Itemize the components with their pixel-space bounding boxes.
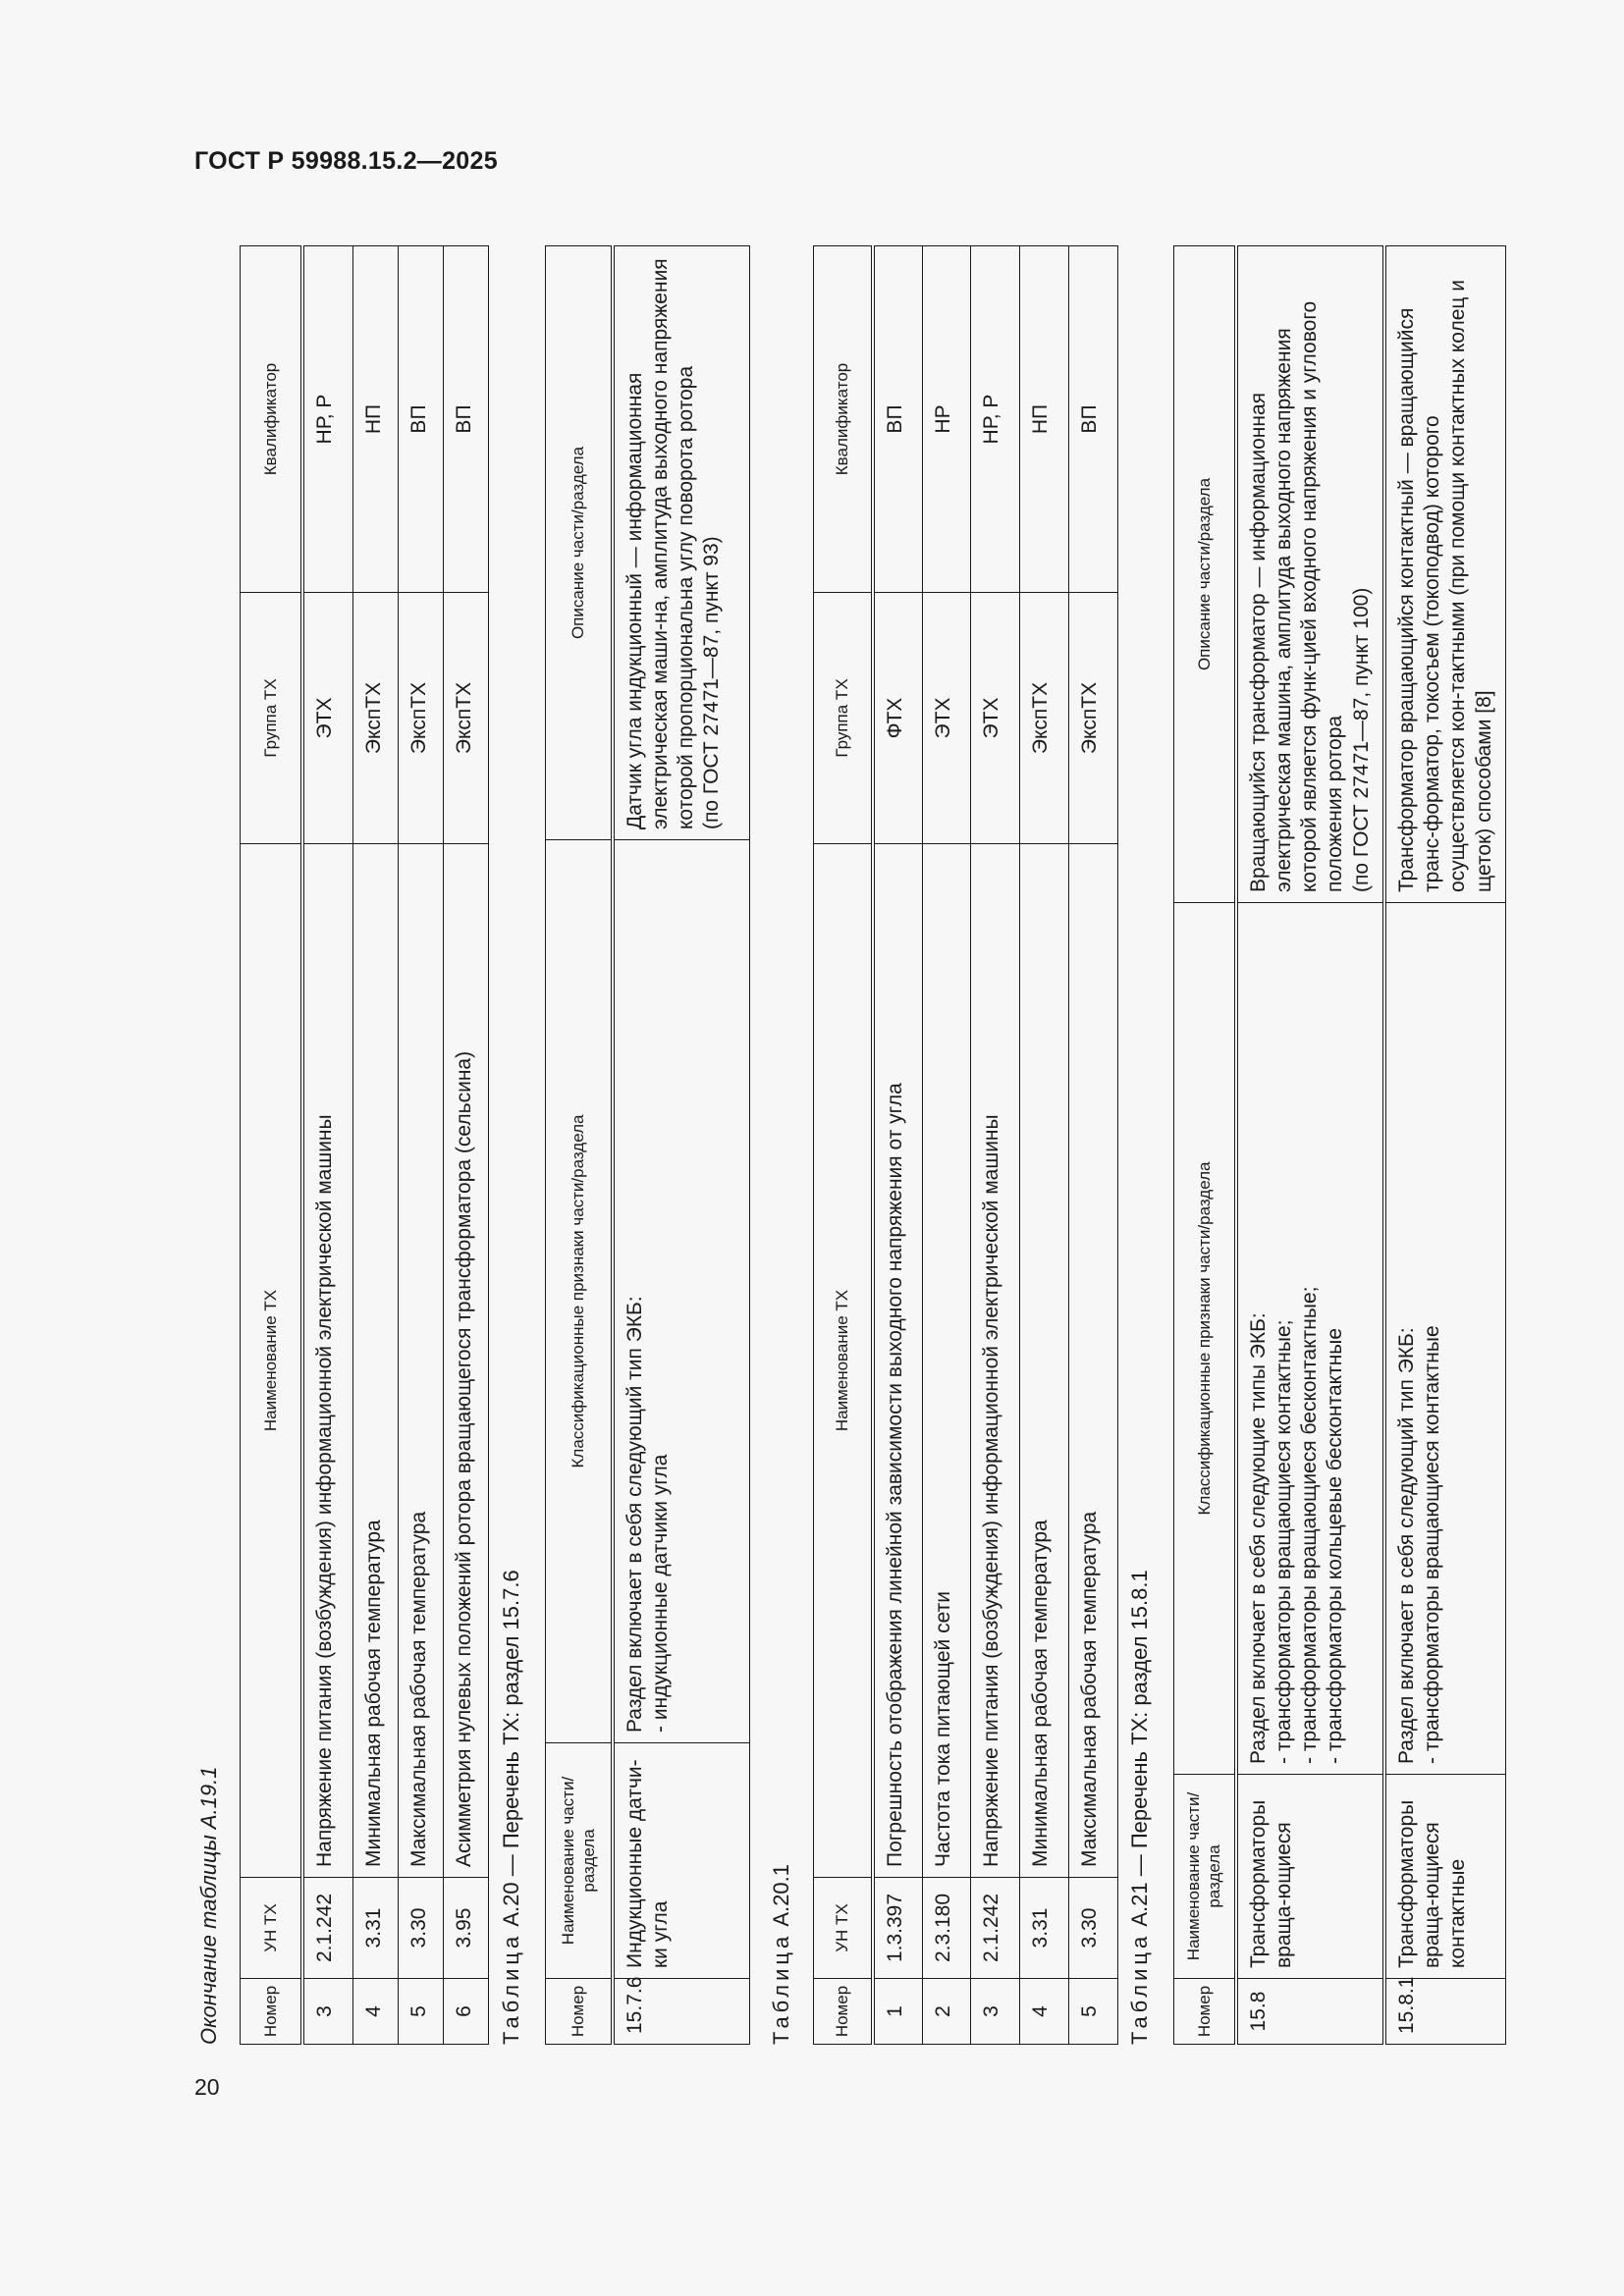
table-a21-header-row — [1174, 246, 1236, 2045]
cell-name: Максимальная рабочая температура — [399, 844, 444, 1878]
cell-name: Максимальная рабочая температура — [1069, 844, 1118, 1878]
cell-name: Минимальная рабочая температура — [353, 844, 399, 1878]
cell-description — [613, 246, 750, 840]
table-a21 — [1173, 245, 1506, 2045]
cell-qualifier: НП — [353, 246, 399, 593]
cell-group: ЭкспТХ — [1020, 593, 1069, 844]
criteria-line: - трансформаторы вращающиеся бесконтактные; — [1298, 1286, 1321, 1764]
cell-group: ЭТХ — [971, 593, 1020, 844]
cell-group: ЭкспТХ — [1069, 593, 1118, 844]
cell-name: Частота тока питающей сети — [923, 844, 971, 1878]
cell-group: ЭкспТХ — [444, 593, 489, 844]
cell-number: 3 — [302, 1979, 353, 2045]
document-code: ГОСТ Р 59988.15.2—2025 — [194, 147, 498, 175]
criteria-line: Раздел включает в себя следующие типы ЭКБ: — [1246, 1312, 1270, 1764]
col-header-number: Номер — [241, 1979, 302, 2045]
table-a20-header-row — [546, 246, 613, 2045]
page-number: 20 — [194, 2074, 220, 2100]
cell-number: 4 — [1020, 1979, 1069, 2045]
table-a20-caption-text: А.20 — Перечень ТХ: раздел 15.7.6 — [499, 1570, 523, 1933]
cell-name: Напряжение питания (возбуждения) информационной электрической машины — [302, 844, 353, 1878]
table-a21-caption-word: Таблица — [1127, 1932, 1152, 2045]
cell-qualifier: НР, Р — [971, 246, 1020, 593]
rotated-content — [194, 147, 1495, 2055]
table-row — [613, 246, 750, 2045]
col-header-number: Номер — [814, 1979, 873, 2045]
table-a201-caption-text: А.20.1 — [769, 1864, 793, 1933]
cell-criteria — [1384, 903, 1506, 1775]
table-a201-caption-word: Таблица — [769, 1932, 793, 2045]
col-header-name: Наименование ТХ — [814, 844, 873, 1878]
cell-code: 3.95 — [444, 1878, 489, 1979]
criteria-line: - трансформаторы вращающиеся контактные; — [1272, 1319, 1295, 1764]
table-a20-caption — [499, 1570, 524, 2045]
cell-code: 3.30 — [399, 1878, 444, 1979]
cell-number: 5 — [399, 1979, 444, 2045]
table-a21-caption-text: А.21 — Перечень ТХ: раздел 15.8.1 — [1127, 1570, 1152, 1933]
table-row — [1069, 246, 1118, 2045]
table-a201-caption — [769, 1864, 794, 2045]
cell-group: ЭТХ — [923, 593, 971, 844]
col-header-code: УН ТХ — [814, 1878, 873, 1979]
description-line: Вращающийся трансформатор — информационная электрическая машина, амплитуда выходного напряжения которой является функ-цией входного напряжения и углового положения ротора — [1246, 300, 1347, 892]
cell-code: 3.30 — [1069, 1878, 1118, 1979]
cell-description — [1236, 246, 1384, 903]
cell-code: 3.31 — [1020, 1878, 1069, 1979]
cell-number: 3 — [971, 1979, 1020, 2045]
cell-code: 2.3.180 — [923, 1878, 971, 1979]
cell-number: 15.8.1 — [1384, 1979, 1506, 2045]
cell-criteria — [613, 840, 750, 1743]
col-header-criteria: Классификационные признаки части/раздела — [546, 840, 613, 1743]
criteria-line: - трансформаторы кольцевые бесконтактные — [1324, 1327, 1347, 1764]
cell-number: 2 — [923, 1979, 971, 2045]
cell-number: 1 — [873, 1979, 923, 2045]
cell-group: ЭкспТХ — [353, 593, 399, 844]
table-row — [873, 246, 923, 2045]
cell-section-name: Трансформаторы враща-ющиеся контактные — [1384, 1775, 1506, 1979]
cell-name: Погрешность отображения линейной зависимости выходного напряжения от угла — [873, 844, 923, 1878]
cont-table-header-row — [241, 246, 302, 2045]
cell-qualifier: НП — [1020, 246, 1069, 593]
col-header-qualifier: Квалификатор — [814, 246, 873, 593]
col-header-section-name: Наименование части/ раздела — [546, 1743, 613, 1979]
cont-table-caption: Окончание таблицы А.19.1 — [196, 1766, 221, 2045]
cell-group: ФТХ — [873, 593, 923, 844]
cell-qualifier: НР, Р — [302, 246, 353, 593]
table-row — [971, 246, 1020, 2045]
table-a201 — [813, 245, 1118, 2045]
col-header-number: Номер — [546, 1979, 613, 2045]
col-header-section-name: Наименование части/раздела — [1174, 1775, 1236, 1979]
cell-name: Минимальная рабочая температура — [1020, 844, 1069, 1878]
col-header-group: Группа ТХ — [241, 593, 302, 844]
criteria-line: - трансформаторы вращающиеся контактные — [1421, 1325, 1443, 1764]
table-row — [1020, 246, 1069, 2045]
cell-section-name: Индукционные датчи-ки угла — [613, 1743, 750, 1979]
cell-description — [1384, 246, 1506, 903]
cell-group: ЭкспТХ — [399, 593, 444, 844]
description-line: Трансформатор вращающийся контактный — вращающийся транс-форматор, токосъем (токоподвод) которого осуществляется кон-тактными (при помощи контактных колец и щеток) способами [8] — [1394, 280, 1495, 892]
criteria-line: Раздел включает в себя следующий тип ЭКБ: — [1394, 1327, 1418, 1764]
description-line: (по ГОСТ 27471—87, пункт 100) — [1349, 587, 1373, 892]
cell-number: 15.7.6 — [613, 1979, 750, 2045]
cell-number: 15.8 — [1236, 1979, 1384, 2045]
col-header-number: Номер — [1174, 1979, 1236, 2045]
cell-qualifier: ВП — [444, 246, 489, 593]
table-row — [399, 246, 444, 2045]
table-row — [353, 246, 399, 2045]
criteria-line: Раздел включает в себя следующий тип ЭКБ: — [623, 1296, 646, 1733]
cell-code: 2.1.242 — [302, 1878, 353, 1979]
col-header-description: Описание части/раздела — [546, 246, 613, 840]
col-header-group: Группа ТХ — [814, 593, 873, 844]
cell-code: 1.3.397 — [873, 1878, 923, 1979]
cell-name: Асимметрия нулевых положений ротора вращающегося трансформатора (сельсина) — [444, 844, 489, 1878]
cell-qualifier: ВП — [1069, 246, 1118, 593]
description-line: Датчик угла индукционный — информационная электрическая маши-на, амплитуда выходного напряжения которой пропорциональна углу поворота ротора — [623, 258, 697, 829]
cell-group: ЭТХ — [302, 593, 353, 844]
col-header-criteria: Классификационные признаки части/раздела — [1174, 903, 1236, 1775]
table-a201-header-row — [814, 246, 873, 2045]
table-a20-caption-word: Таблица — [499, 1932, 523, 2045]
table-row — [923, 246, 971, 2045]
cell-number: 5 — [1069, 1979, 1118, 2045]
cont-table — [240, 245, 489, 2045]
cell-qualifier: НР — [923, 246, 971, 593]
col-header-code: УН ТХ — [241, 1878, 302, 1979]
table-row — [1236, 246, 1384, 2045]
cell-code: 3.31 — [353, 1878, 399, 1979]
cell-code: 2.1.242 — [971, 1878, 1020, 1979]
criteria-line: - индукционные датчики угла — [648, 1454, 672, 1733]
cell-criteria — [1236, 903, 1384, 1775]
cell-section-name: Трансформаторы враща-ющиеся — [1236, 1775, 1384, 1979]
col-header-name: Наименование ТХ — [241, 844, 302, 1878]
table-a21-caption — [1127, 1570, 1153, 2045]
description-line: (по ГОСТ 27471—87, пункт 93) — [700, 536, 724, 829]
table-a20 — [545, 245, 750, 2045]
cell-qualifier: ВП — [873, 246, 923, 593]
cell-number: 6 — [444, 1979, 489, 2045]
cell-number: 4 — [353, 1979, 399, 2045]
table-row — [444, 246, 489, 2045]
table-row — [1384, 246, 1506, 2045]
cell-qualifier: ВП — [399, 246, 444, 593]
table-row — [302, 246, 353, 2045]
col-header-qualifier: Квалификатор — [241, 246, 302, 593]
cell-name: Напряжение питания (возбуждения) информационной электрической машины — [971, 844, 1020, 1878]
col-header-description: Описание части/раздела — [1174, 246, 1236, 903]
